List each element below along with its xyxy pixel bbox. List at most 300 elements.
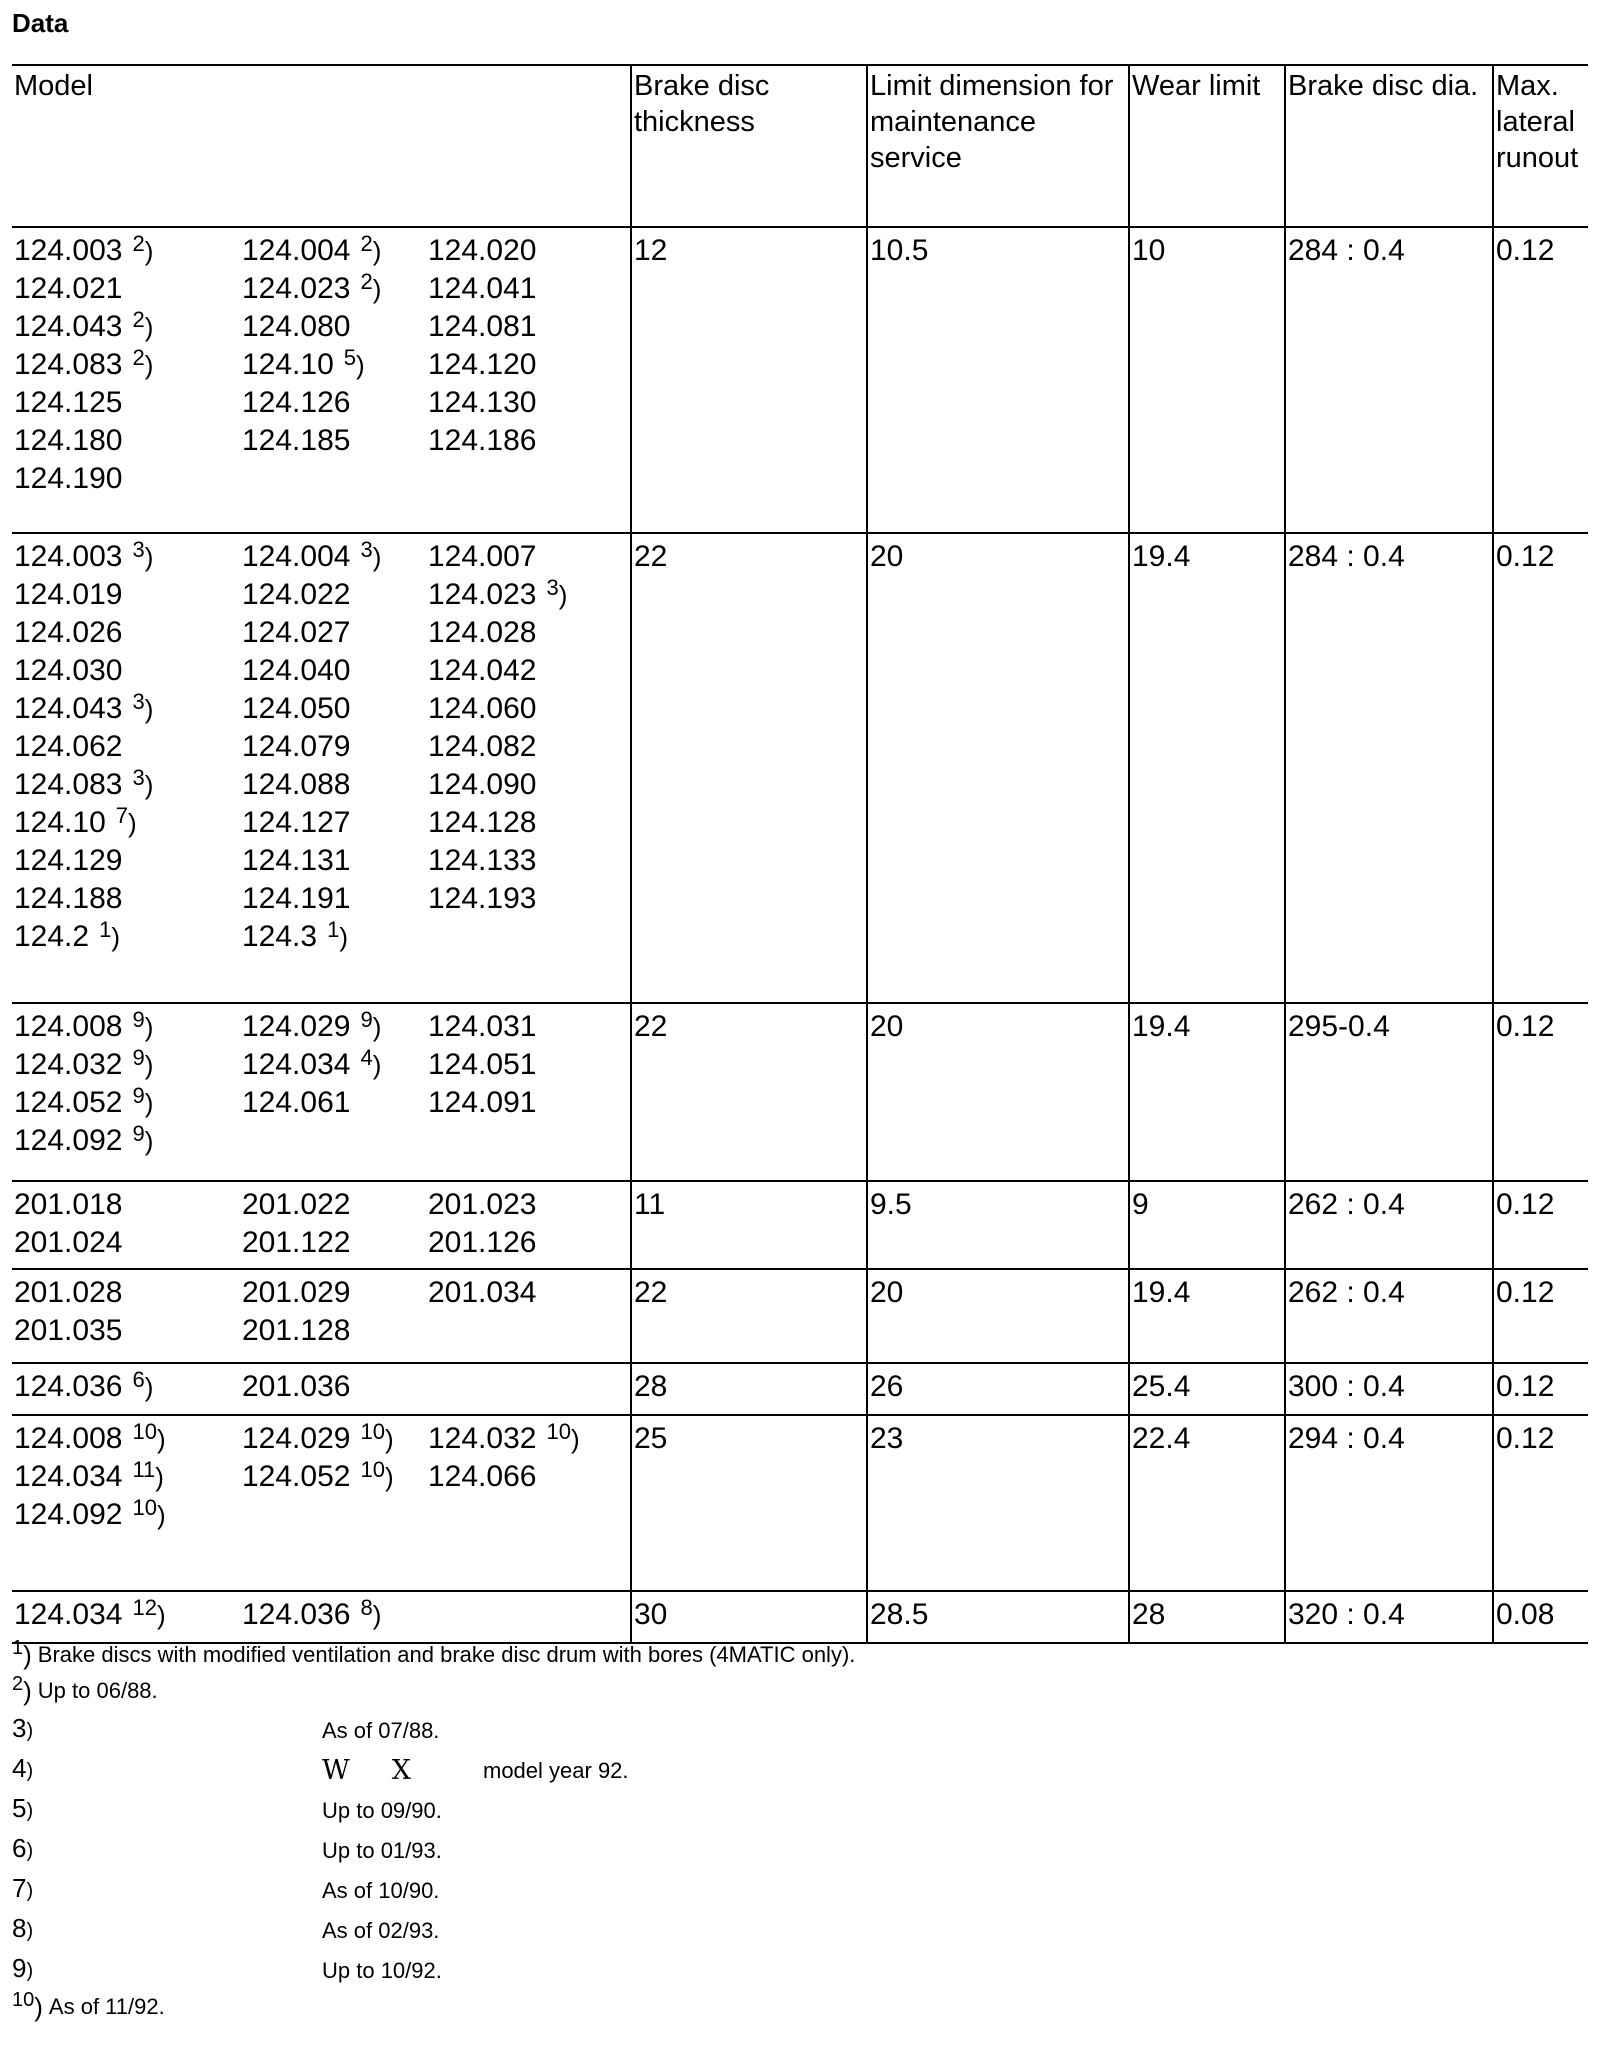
footnote-paren: ) (372, 1600, 382, 1630)
footnote-ref: 9 (360, 1007, 373, 1032)
model-number-text: 201.029 (242, 1276, 351, 1309)
footnote-ref: 4 (360, 1045, 373, 1070)
wear-limit-cell: 19.4 (1129, 1003, 1285, 1181)
model-number (428, 842, 624, 880)
footnote-number: 5) (12, 1793, 34, 1823)
footnote-item (12, 1706, 1312, 1746)
model-number (242, 690, 428, 728)
model-number (14, 1496, 242, 1534)
footnote-ref: 2 (360, 231, 373, 256)
footnote-ref: 10 (360, 1419, 385, 1444)
model-number-text: 124.031 (428, 1010, 537, 1043)
model-number-text: 124.3 (242, 920, 318, 953)
model-number-text: 124.125 (14, 386, 123, 419)
footnote-text: As of 11/92. (48, 1994, 165, 2019)
model-number (242, 1312, 428, 1350)
header-limit-dimension: Limit dimension for maintenance service (867, 65, 1129, 227)
brake-disc-thickness-cell: 22 (631, 533, 867, 1003)
footnote-paren: ) (144, 312, 154, 342)
footnote-ref: 5 (343, 345, 357, 370)
footnote-paren: ) (339, 922, 348, 952)
footnote-ref: 6 (132, 1367, 145, 1392)
footnote-ref: 3 (132, 689, 145, 714)
wear-limit-cell: 22.4 (1129, 1415, 1285, 1591)
footnote-paren: ) (156, 1424, 166, 1454)
header-max-lateral-runout: Max. lateral runout (1493, 65, 1588, 227)
footnote-ref: 3 (546, 575, 559, 600)
limit-dimension-cell: 20 (867, 533, 1129, 1003)
model-number-text: 124.042 (428, 654, 537, 687)
footnote-paren: ) (144, 1050, 154, 1080)
footnote-ref: 1 (99, 917, 112, 942)
footnote-ref: 10 (132, 1495, 157, 1520)
footnote-paren: ) (372, 542, 382, 572)
brake-disc-thickness-cell: 11 (631, 1181, 867, 1269)
limit-dimension-cell: 9.5 (867, 1181, 1129, 1269)
footnote-ref: 10 (546, 1419, 571, 1444)
model-number (428, 384, 624, 422)
model-number (242, 842, 428, 880)
model-number (242, 270, 428, 308)
wear-limit-cell: 25.4 (1129, 1363, 1285, 1415)
model-number-text: 124.080 (242, 310, 351, 343)
model-number-text: 124.120 (428, 348, 537, 381)
model-number-text: 124.003 (14, 540, 123, 573)
model-number-text: 124.034 (242, 1048, 351, 1081)
brake-disc-diameter-cell: 300 : 0.4 (1285, 1363, 1493, 1415)
footnote-paren: ) (156, 1600, 166, 1630)
model-number-text: 201.122 (242, 1226, 351, 1259)
footnote-number: 6) (12, 1833, 34, 1863)
brake-disc-diameter-cell: 284 : 0.4 (1285, 533, 1493, 1003)
model-number (14, 538, 242, 576)
model-number (242, 880, 428, 918)
max-lateral-runout-cell: 0.12 (1493, 1269, 1588, 1363)
model-number-text: 124.185 (242, 424, 351, 457)
footnote-ref: 9 (132, 1007, 145, 1032)
footnote-text: As of 07/88. (322, 1718, 440, 1743)
footnote-item (12, 1946, 1312, 1986)
model-number (242, 422, 428, 460)
model-number (428, 1224, 624, 1262)
model-number-text: 124.130 (428, 386, 537, 419)
footnote-ref: 11 (132, 1457, 156, 1482)
brake-disc-diameter-cell: 284 : 0.4 (1285, 227, 1493, 533)
model-cell (12, 1415, 631, 1591)
footnote-paren: ) (111, 922, 120, 952)
model-number (14, 1224, 242, 1262)
model-number-text: 124.050 (242, 692, 351, 725)
model-number (428, 1084, 624, 1122)
model-number-text: 124.040 (242, 654, 351, 687)
model-number-text: 124.032 (428, 1422, 537, 1455)
model-cell (12, 533, 631, 1003)
footnote-number: 4) (12, 1753, 34, 1783)
footnote-paren: ) (384, 1424, 394, 1454)
model-number (428, 728, 624, 766)
model-list (14, 1420, 624, 1534)
model-number-text: 124.022 (242, 578, 351, 611)
footnote-text: As of 10/90. (322, 1878, 440, 1903)
footnote-text: Up to 09/90. (322, 1798, 442, 1823)
model-number-text: 124.191 (242, 882, 351, 915)
model-number (14, 1084, 242, 1122)
limit-dimension-cell: 20 (867, 1269, 1129, 1363)
model-number-text: 124.126 (242, 386, 351, 419)
model-number (14, 842, 242, 880)
footnote-item (12, 1866, 1312, 1906)
model-number (428, 766, 624, 804)
model-number (14, 614, 242, 652)
limit-dimension-cell: 26 (867, 1363, 1129, 1415)
table-row (12, 533, 1588, 1003)
model-number (14, 918, 242, 956)
footnote-paren: ) (144, 350, 154, 380)
footnote-number: 7) (12, 1873, 34, 1903)
model-number-text: 124.004 (242, 234, 351, 267)
model-number (14, 690, 242, 728)
model-number-text: 124.083 (14, 348, 123, 381)
brake-disc-thickness-cell: 22 (631, 1269, 867, 1363)
footnote-text: model year 92. (483, 1758, 629, 1783)
model-number (242, 346, 428, 384)
model-number (428, 1008, 624, 1046)
model-number (242, 1224, 428, 1262)
brake-disc-thickness-cell: 22 (631, 1003, 867, 1181)
footnote-ref: 2 (132, 307, 145, 332)
model-number-text: 124.082 (428, 730, 537, 763)
model-number (14, 1008, 242, 1046)
model-number-text: 124.027 (242, 616, 351, 649)
brake-disc-data-table (12, 64, 1588, 1644)
footnote-item (12, 1634, 1312, 1670)
model-number-text: 124.133 (428, 844, 537, 877)
footnote-paren: ) (384, 1462, 394, 1492)
footnote-item (12, 1746, 1312, 1786)
footnote-ref: 10 (132, 1419, 157, 1444)
footnote-ref: 2 (132, 345, 145, 370)
footnote-ref: 9 (132, 1045, 145, 1070)
model-number-text: 124.052 (14, 1086, 123, 1119)
model-number-text: 124.021 (14, 272, 123, 305)
model-number-text: 124.026 (14, 616, 123, 649)
page-title: Data (12, 8, 69, 38)
footnote-number: $^2$) (12, 1673, 32, 1706)
model-number-text: 124.003 (14, 234, 123, 267)
model-number-text: 201.023 (428, 1188, 537, 1221)
brake-disc-diameter-cell: 320 : 0.4 (1285, 1591, 1493, 1643)
model-number-text: 124.088 (242, 768, 351, 801)
model-number-text: 124.008 (14, 1010, 123, 1043)
model-number (14, 270, 242, 308)
model-number (242, 766, 428, 804)
model-number-text: 124.034 (14, 1598, 123, 1631)
model-number (14, 766, 242, 804)
model-number-text: 124.092 (14, 1124, 123, 1157)
model-number-text: 124.131 (242, 844, 351, 877)
model-number (14, 804, 242, 842)
wear-limit-cell: 9 (1129, 1181, 1285, 1269)
footnote-item (12, 1906, 1312, 1946)
footnote-code: W X (322, 1755, 413, 1786)
footnote-paren: ) (144, 1012, 154, 1042)
model-number (242, 384, 428, 422)
model-list (14, 232, 624, 498)
model-list (14, 1368, 624, 1406)
max-lateral-runout-cell: 0.08 (1493, 1591, 1588, 1643)
limit-dimension-cell: 10.5 (867, 227, 1129, 533)
model-number (242, 728, 428, 766)
table-row (12, 1181, 1588, 1269)
model-number (428, 690, 624, 728)
model-number-text: 124.062 (14, 730, 123, 763)
model-number (428, 232, 624, 270)
footnote-ref: 2 (360, 269, 373, 294)
table-row (12, 1003, 1588, 1181)
footnote-text: Up to 10/92. (322, 1958, 442, 1983)
model-number-text: 124.029 (242, 1010, 351, 1043)
model-number (242, 1084, 428, 1122)
footnote-number: 8) (12, 1913, 34, 1943)
model-number-text: 124.129 (14, 844, 123, 877)
model-number (428, 1420, 624, 1458)
footnote-number: 3) (12, 1713, 34, 1743)
model-number-text: 124.083 (14, 768, 123, 801)
wear-limit-cell: 19.4 (1129, 1269, 1285, 1363)
model-number (428, 1186, 624, 1224)
footnote-ref: 9 (132, 1083, 145, 1108)
brake-disc-thickness-cell: 12 (631, 227, 867, 533)
model-number-text: 124.079 (242, 730, 351, 763)
model-number (242, 652, 428, 690)
footnote-ref: 10 (360, 1457, 385, 1482)
header-brake-disc-thickness: Brake disc thickness (631, 65, 867, 227)
model-number (14, 384, 242, 422)
model-number (14, 1046, 242, 1084)
max-lateral-runout-cell: 0.12 (1493, 1003, 1588, 1181)
footnote-paren: ) (128, 808, 137, 838)
model-number-text: 124.190 (14, 462, 123, 495)
model-number (242, 1274, 428, 1312)
footnote-number: $^{10}$) (12, 1989, 43, 2022)
model-number-text: 201.034 (428, 1276, 537, 1309)
model-number (242, 918, 428, 956)
model-number-text: 124.036 (242, 1598, 351, 1631)
model-number (428, 1274, 624, 1312)
table-header-row (12, 65, 1588, 227)
model-number (428, 652, 624, 690)
model-number-text: 124.008 (14, 1422, 123, 1455)
model-number-text: 201.128 (242, 1314, 351, 1347)
model-number-text: 124.2 (14, 920, 90, 953)
model-number (14, 308, 242, 346)
model-number (428, 346, 624, 384)
footnote-text: Brake discs with modified ventilation and brake disc drum with bores (4MATIC only). (37, 1642, 856, 1667)
model-number (14, 1312, 242, 1350)
header-brake-disc-diameter: Brake disc dia. (1285, 65, 1493, 227)
model-number (14, 880, 242, 918)
footnote-ref: 2 (132, 231, 145, 256)
model-number (14, 1458, 242, 1496)
footnote-paren: ) (372, 274, 382, 304)
model-number (428, 308, 624, 346)
model-number (14, 576, 242, 614)
max-lateral-runout-cell: 0.12 (1493, 533, 1588, 1003)
model-number (428, 804, 624, 842)
footnote-paren: ) (156, 1500, 166, 1530)
model-number-text: 124.090 (428, 768, 537, 801)
model-number-text: 124.028 (428, 616, 537, 649)
model-number-text: 124.043 (14, 310, 123, 343)
model-list (14, 1596, 624, 1634)
footnote-item (12, 1786, 1312, 1826)
footnote-paren: ) (558, 580, 568, 610)
brake-disc-diameter-cell: 262 : 0.4 (1285, 1181, 1493, 1269)
model-number (14, 1420, 242, 1458)
model-number-text: 124.128 (428, 806, 537, 839)
model-number (14, 1596, 242, 1634)
max-lateral-runout-cell: 0.12 (1493, 1181, 1588, 1269)
model-number (242, 576, 428, 614)
footnote-text: As of 02/93. (322, 1918, 440, 1943)
model-number-text: 124.030 (14, 654, 123, 687)
model-list (14, 1186, 624, 1262)
model-number-text: 201.035 (14, 1314, 123, 1347)
model-number (14, 1368, 242, 1406)
model-number (428, 538, 624, 576)
model-number-text: 201.028 (14, 1276, 123, 1309)
footnote-text: Up to 06/88. (37, 1678, 158, 1703)
max-lateral-runout-cell: 0.12 (1493, 1363, 1588, 1415)
model-number-text: 124.036 (14, 1370, 123, 1403)
table-row (12, 1363, 1588, 1415)
footnote-paren: ) (372, 1012, 382, 1042)
footnote-ref: 7 (115, 803, 129, 828)
footnote-ref: 3 (132, 765, 145, 790)
footnote-paren: ) (144, 236, 154, 266)
model-number (242, 1046, 428, 1084)
model-number-text: 124.023 (428, 578, 537, 611)
footnote-paren: ) (356, 350, 365, 380)
footnote-text: Up to 01/93. (322, 1838, 442, 1863)
model-number (14, 460, 242, 498)
limit-dimension-cell: 23 (867, 1415, 1129, 1591)
model-cell (12, 1181, 631, 1269)
wear-limit-cell: 28 (1129, 1591, 1285, 1643)
model-number (14, 422, 242, 460)
footnote-ref: 3 (360, 537, 373, 562)
model-number-text: 124.029 (242, 1422, 351, 1455)
footnote-paren: ) (570, 1424, 580, 1454)
header-wear-limit: Wear limit (1129, 65, 1285, 227)
model-number (14, 232, 242, 270)
table-row (12, 227, 1588, 533)
model-number-text: 201.024 (14, 1226, 123, 1259)
model-number-text: 124.032 (14, 1048, 123, 1081)
footnote-item (12, 1826, 1312, 1866)
model-number-text: 124.034 (14, 1460, 123, 1493)
model-number (428, 1046, 624, 1084)
model-cell (12, 1269, 631, 1363)
model-number-text: 124.051 (428, 1048, 537, 1081)
model-number-text: 124.020 (428, 234, 537, 267)
limit-dimension-cell: 28.5 (867, 1591, 1129, 1643)
model-list (14, 1274, 624, 1350)
model-number (14, 1274, 242, 1312)
model-number-text: 124.193 (428, 882, 537, 915)
model-number-text: 124.127 (242, 806, 351, 839)
model-number-text: 124.186 (428, 424, 537, 457)
model-number (242, 1596, 428, 1634)
footnote-paren: ) (144, 770, 154, 800)
footnote-paren: ) (372, 1050, 382, 1080)
max-lateral-runout-cell: 0.12 (1493, 1415, 1588, 1591)
footnote-paren: ) (144, 1372, 154, 1402)
footnote-ref: 9 (132, 1121, 145, 1146)
model-number-text: 124.092 (14, 1498, 123, 1531)
model-number-text: 124.052 (242, 1460, 351, 1493)
footnote-ref: 8 (360, 1595, 373, 1620)
model-number (428, 270, 624, 308)
model-number (428, 576, 624, 614)
brake-disc-thickness-cell: 30 (631, 1591, 867, 1643)
model-number (242, 1368, 428, 1406)
brake-disc-diameter-cell: 262 : 0.4 (1285, 1269, 1493, 1363)
wear-limit-cell: 10 (1129, 227, 1285, 533)
brake-disc-thickness-cell: 28 (631, 1363, 867, 1415)
model-number (428, 422, 624, 460)
model-number-text: 124.007 (428, 540, 537, 573)
limit-dimension-cell: 20 (867, 1003, 1129, 1181)
model-number (14, 346, 242, 384)
footnote-paren: ) (144, 1088, 154, 1118)
model-number (242, 232, 428, 270)
model-number (14, 1122, 242, 1160)
header-model: Model (12, 65, 631, 227)
model-number (242, 1008, 428, 1046)
footnote-paren: ) (155, 1462, 164, 1492)
model-list (14, 538, 624, 956)
model-number (242, 614, 428, 652)
model-number-text: 124.180 (14, 424, 123, 457)
model-number (428, 880, 624, 918)
model-number-text: 201.036 (242, 1370, 351, 1403)
model-number-text: 201.022 (242, 1188, 351, 1221)
brake-disc-thickness-cell: 25 (631, 1415, 867, 1591)
model-number-text: 124.023 (242, 272, 351, 305)
footnote-paren: ) (372, 236, 382, 266)
brake-disc-diameter-cell: 295-0.4 (1285, 1003, 1493, 1181)
model-number (242, 1458, 428, 1496)
footnote-item (12, 1986, 1312, 2022)
model-number-text: 124.10 (242, 348, 334, 381)
model-number (242, 1420, 428, 1458)
model-cell (12, 1363, 631, 1415)
table-body (12, 227, 1588, 1643)
model-number-text: 124.043 (14, 692, 123, 725)
footnote-ref: 1 (327, 917, 340, 942)
model-number (14, 1186, 242, 1224)
footnote-number: 9) (12, 1953, 34, 1983)
model-number (14, 652, 242, 690)
footnote-paren: ) (144, 542, 154, 572)
footnote-ref: 12 (132, 1595, 157, 1620)
model-list (14, 1008, 624, 1160)
table-row (12, 1415, 1588, 1591)
model-number-text: 124.060 (428, 692, 537, 725)
model-number (428, 614, 624, 652)
model-number-text: 201.018 (14, 1188, 123, 1221)
